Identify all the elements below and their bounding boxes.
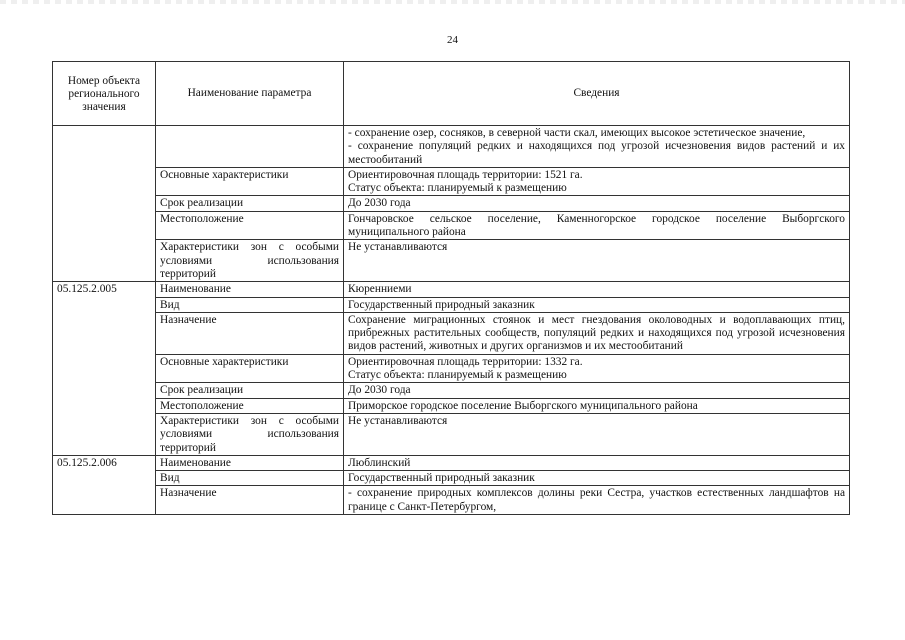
page-number: 24 bbox=[447, 34, 458, 46]
parameter-label: Основные характеристики bbox=[156, 354, 344, 383]
parameter-label: Характеристики зон с особыми условиями использования территорий bbox=[156, 413, 344, 455]
table-row bbox=[53, 413, 850, 455]
parameters-table bbox=[52, 61, 850, 515]
table-row bbox=[53, 240, 850, 282]
table-row bbox=[53, 398, 850, 413]
table-row bbox=[53, 455, 850, 470]
parameter-label: Вид bbox=[156, 471, 344, 486]
details-cell: До 2030 года bbox=[344, 196, 850, 211]
details-line: - сохранение популяций редких и находящихся под угрозой исчезновения видов растений и их местообитаний bbox=[348, 140, 845, 166]
parameter-label: Назначение bbox=[156, 312, 344, 354]
parameter-label: Характеристики зон с особыми условиями использования территорий bbox=[156, 240, 344, 282]
details-line: Ориентировочная площадь территории: 1521 га. bbox=[348, 168, 583, 181]
details-cell: Государственный природный заказник bbox=[344, 471, 850, 486]
table-row bbox=[53, 126, 850, 168]
details-line: Статус объекта: планируемый к размещению bbox=[348, 369, 567, 382]
object-number: 05.125.2.005 bbox=[53, 282, 156, 456]
table-row bbox=[53, 486, 850, 515]
table-header-row bbox=[53, 62, 850, 126]
header-details: Сведения bbox=[344, 62, 850, 126]
details-line: - сохранение озер, сосняков, в северной части скал, имеющих высокое эстетическое значение, bbox=[348, 127, 806, 139]
parameter-label-empty bbox=[156, 126, 344, 168]
header-parameter-name: Наименование параметра bbox=[156, 62, 344, 126]
table-row bbox=[53, 297, 850, 312]
details-cell bbox=[344, 126, 850, 168]
details-cell bbox=[344, 167, 850, 196]
details-cell: Люблинский bbox=[344, 455, 850, 470]
details-cell: Сохранение миграционных стоянок и мест гнездования околоводных и водоплавающих птиц, прибрежных растительных сообществ, популяций редких и находящихся под угрозой исчезновения видов растений, животных и других организмов и их местообитаний bbox=[344, 312, 850, 354]
table-row bbox=[53, 211, 850, 240]
details-cell: Гончаровское сельское поселение, Каменногорское городское поселение Выборгского муниципального района bbox=[344, 211, 850, 240]
scan-edge bbox=[0, 0, 905, 4]
parameter-label: Срок реализации bbox=[156, 383, 344, 398]
details-line: Статус объекта: планируемый к размещению bbox=[348, 182, 567, 195]
details-cell bbox=[344, 354, 850, 383]
details-cell: Не устанавливаются bbox=[344, 240, 850, 282]
details-cell: Приморское городское поселение Выборгского муниципального района bbox=[344, 398, 850, 413]
object-number: 05.125.2.006 bbox=[53, 455, 156, 514]
table-row bbox=[53, 167, 850, 196]
header-object-number: Номер объекта регионального значения bbox=[53, 62, 156, 126]
details-cell: Государственный природный заказник bbox=[344, 297, 850, 312]
table-row bbox=[53, 196, 850, 211]
parameter-label: Наименование bbox=[156, 455, 344, 470]
object-number-cell-empty bbox=[53, 126, 156, 282]
parameter-label: Наименование bbox=[156, 282, 344, 297]
details-line: Ориентировочная площадь территории: 1332 га. bbox=[348, 355, 583, 368]
table-row bbox=[53, 383, 850, 398]
table-row bbox=[53, 312, 850, 354]
parameter-label: Срок реализации bbox=[156, 196, 344, 211]
parameter-label: Назначение bbox=[156, 486, 344, 515]
parameter-label: Местоположение bbox=[156, 211, 344, 240]
table-row bbox=[53, 471, 850, 486]
details-cell: - сохранение природных комплексов долины реки Сестра, участков естественных ландшафтов на границе с Санкт-Петербургом, bbox=[344, 486, 850, 515]
table-row bbox=[53, 282, 850, 297]
details-cell: Не устанавливаются bbox=[344, 413, 850, 455]
parameter-label: Местоположение bbox=[156, 398, 344, 413]
parameter-label: Вид bbox=[156, 297, 344, 312]
details-cell: Кюренниеми bbox=[344, 282, 850, 297]
table-row bbox=[53, 354, 850, 383]
details-cell: До 2030 года bbox=[344, 383, 850, 398]
parameter-label: Основные характеристики bbox=[156, 167, 344, 196]
